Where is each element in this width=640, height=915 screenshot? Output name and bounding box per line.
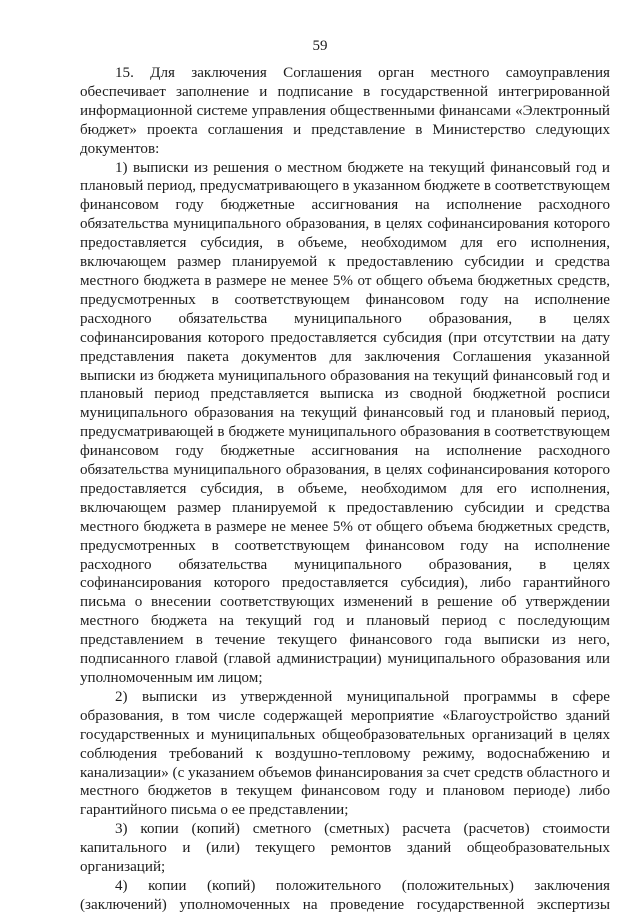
text-line: местного бюджета в размере не менее 5% от общего объема бюджетных средств, — [80, 272, 610, 289]
text-line: 15. Для заключения Соглашения орган местного самоуправления — [115, 65, 610, 81]
text-line: предусмотренных в соответствующем финансовом году на исполнение — [80, 291, 610, 308]
text-line: капитального и (или) текущего ремонтов зданий общеобразовательных — [80, 840, 610, 857]
page-number: 59 — [312, 38, 328, 54]
text-line: расходного обязательства муниципального образования, в целях — [80, 556, 610, 573]
text-line: местного бюджета в размере не менее 5% от общего объема бюджетных средств, — [80, 518, 610, 535]
text-line: обеспечивает заполнение и подписание в государственной интегрированной — [80, 83, 610, 100]
text-line: расходного обязательства муниципального образования, в целях — [80, 310, 610, 327]
text-line: представления пакета документов для заключения Соглашения указанной — [80, 348, 610, 365]
document-body — [80, 64, 610, 915]
text-line: 4) копии (копий) положительного (положительных) заключения — [115, 877, 610, 894]
text-line: бюджет» проекта соглашения и представление в Министерство следующих — [80, 121, 610, 138]
text-line: уполномоченным им лицом; — [80, 670, 263, 686]
text-line: (заключений) уполномоченных на проведение государственной экспертизы — [80, 896, 610, 913]
text-line: плановый период представляется выписка из сводной бюджетной росписи — [80, 386, 610, 403]
text-line: предусмотренных в соответствующем финансовом году на исполнение — [80, 537, 610, 554]
text-line: информационной системе управления общественными финансами «Электронный — [80, 102, 610, 119]
text-line: подписанного главой (главой администрации) муниципального образования или — [80, 651, 610, 668]
text-line: плановый период, предусматривающего в указанном бюджете в соответствующем — [80, 178, 610, 195]
text-line: документов: — [80, 140, 160, 157]
text-line: выписки из бюджета муниципального образования на текущий финансовый год и — [80, 367, 610, 384]
text-line: муниципального образования на текущий финансовый год и плановый период, — [80, 405, 610, 422]
text-line: финансовом году бюджетные ассигнования на исполнение расходного — [80, 443, 610, 460]
text-line: гарантийного письма о ее представлении; — [80, 802, 349, 819]
text-line: представлением в течение текущего финансового года выписки из него, — [80, 632, 610, 649]
text-line: предоставляется субсидия, в объеме, необходимом для его исполнения, — [80, 480, 610, 497]
text-line: обязательства муниципального образования, в целях софинансирования которого — [80, 216, 610, 233]
text-line: государственных и муниципальных общеобразовательных организаций в целях — [80, 726, 610, 743]
text-line: обязательства муниципального образования, в целях софинансирования которого — [80, 462, 610, 479]
text-line: местного бюджетов в текущем финансовом году и плановом периоде) либо — [80, 783, 610, 800]
text-line: софинансирования которого предоставляется субсидия), либо гарантийного — [80, 575, 610, 592]
text-line: предоставляется субсидия, в объеме, необходимом для его исполнения, — [80, 235, 610, 252]
text-line: включающем размер планируемой к предоставлению субсидии и средства — [80, 499, 610, 516]
text-line: местного бюджета на текущий год и плановый период с последующим — [80, 613, 610, 630]
text-line: включающем размер планируемой к предоставлению субсидии и средства — [80, 254, 610, 271]
text-line: организаций; — [80, 859, 166, 876]
text-line: 1) выписки из решения о местном бюджете на текущий финансовый год и — [115, 159, 610, 176]
text-line: 3) копии (копий) сметного (сметных) расчета (расчетов) стоимости — [115, 821, 610, 838]
text-line: 2) выписки из утвержденной муниципальной программы в сфере — [115, 688, 610, 705]
text-line: софинансирования которого предоставляется субсидия (при отсутствии на дату — [80, 329, 610, 346]
text-line: соблюдения требований к воздушно-тепловому режиму, водоснабжению и — [80, 745, 610, 762]
text-line: предусматривающей в бюджете муниципального образования в соответствующем — [80, 424, 610, 441]
text-line: канализации» (с указанием объемов финансирования за счет средств областного и — [80, 764, 610, 781]
text-line: финансовом году бюджетные ассигнования на исполнение расходного — [80, 197, 610, 214]
text-line: письма о внесении соответствующих изменений в решение об утверждении — [80, 594, 610, 611]
text-line: образования, в том числе содержащей мероприятие «Благоустройство зданий — [80, 707, 610, 724]
